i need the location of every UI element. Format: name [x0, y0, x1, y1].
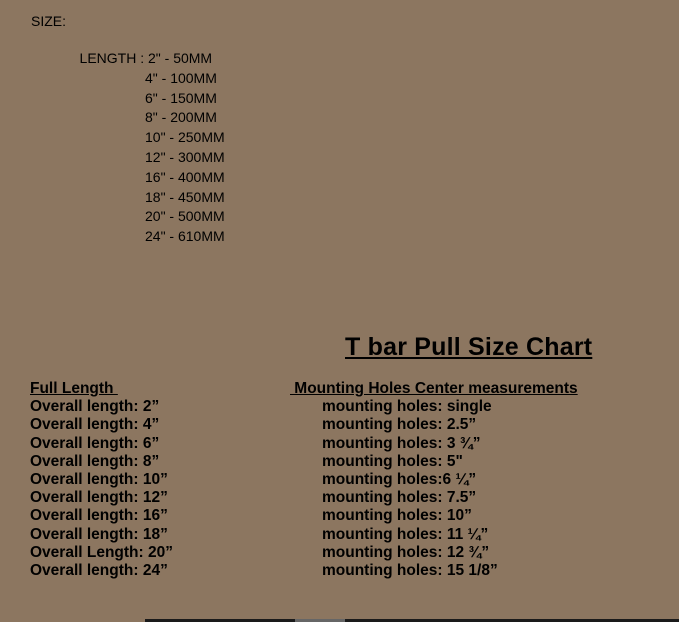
length-list: [70, 49, 225, 247]
overall-length: Overall length: 6”: [30, 434, 160, 452]
length-value: 20" - 500MM: [145, 208, 225, 225]
size-label: SIZE:: [31, 13, 67, 29]
length-item: [70, 69, 225, 89]
table-row: [30, 435, 650, 453]
chart-title: T bar Pull Size Chart: [345, 333, 593, 361]
mounting-holes: mounting holes: 10”: [322, 507, 472, 525]
mounting-holes: mounting holes: 3 ¾”: [322, 434, 481, 452]
length-item: [70, 207, 225, 227]
length-value: 6" - 150MM: [145, 89, 217, 106]
table-row: [30, 416, 650, 434]
length-item: [70, 188, 225, 208]
length-value: 8" - 200MM: [145, 109, 217, 126]
mounting-holes: mounting holes: 11 ¼”: [322, 525, 489, 543]
length-item: [70, 168, 225, 188]
mounting-holes: mounting holes: single: [322, 398, 492, 416]
table-row: [30, 471, 650, 489]
length-item: [70, 108, 225, 128]
overall-length: Overall Length: 20”: [30, 543, 173, 561]
mounting-holes: mounting holes: 5": [322, 452, 463, 470]
length-value: 4" - 100MM: [145, 69, 217, 86]
length-prefix: [70, 168, 145, 188]
table-row: [30, 489, 650, 507]
length-item: [70, 89, 225, 109]
overall-length: Overall length: 10”: [30, 471, 168, 489]
table-row: [30, 562, 650, 580]
length-value: 18" - 450MM: [145, 188, 225, 205]
header-mounting-holes: Mounting Holes Center measurements: [290, 380, 578, 397]
length-prefix: [70, 188, 145, 208]
overall-length: Overall length: 16”: [30, 507, 168, 525]
length-item: [70, 49, 225, 69]
length-value: 24" - 610MM: [145, 228, 225, 245]
length-item: [70, 128, 225, 148]
length-value: 12" - 300MM: [145, 148, 225, 165]
table-row: [30, 453, 650, 471]
length-prefix: [70, 207, 145, 227]
header-full-length: Full Length: [30, 380, 118, 397]
length-item: [70, 148, 225, 168]
mounting-holes: mounting holes: 12 ¾”: [322, 543, 490, 561]
overall-length: Overall length: 4”: [30, 416, 160, 434]
length-value: 10" - 250MM: [145, 129, 225, 146]
table-row: [30, 526, 650, 544]
length-prefix: [70, 89, 145, 109]
length-prefix: [70, 69, 145, 89]
table-row: [30, 398, 650, 416]
length-prefix: [70, 128, 145, 148]
length-prefix: [70, 108, 145, 128]
length-value: 2" - 50MM: [148, 50, 213, 66]
mounting-holes: mounting holes: 2.5”: [322, 416, 477, 434]
table-row: [30, 507, 650, 525]
length-prefix: [70, 148, 145, 168]
overall-length: Overall length: 18”: [30, 525, 168, 543]
mounting-holes: mounting holes:6 ¼”: [322, 471, 477, 489]
table-row: [30, 544, 650, 562]
mounting-holes: mounting holes: 15 1/8”: [322, 562, 498, 580]
table-header: [30, 380, 650, 398]
length-item: [70, 227, 225, 247]
mounting-holes: mounting holes: 7.5”: [322, 489, 477, 507]
overall-length: Overall length: 8”: [30, 452, 160, 470]
overall-length: Overall length: 2”: [30, 398, 160, 416]
length-prefix: LENGTH :: [79, 50, 148, 66]
size-table: [30, 380, 650, 580]
overall-length: Overall length: 12”: [30, 489, 168, 507]
length-prefix: [70, 227, 145, 247]
overall-length: Overall length: 24”: [30, 562, 168, 580]
length-value: 16" - 400MM: [145, 168, 225, 185]
